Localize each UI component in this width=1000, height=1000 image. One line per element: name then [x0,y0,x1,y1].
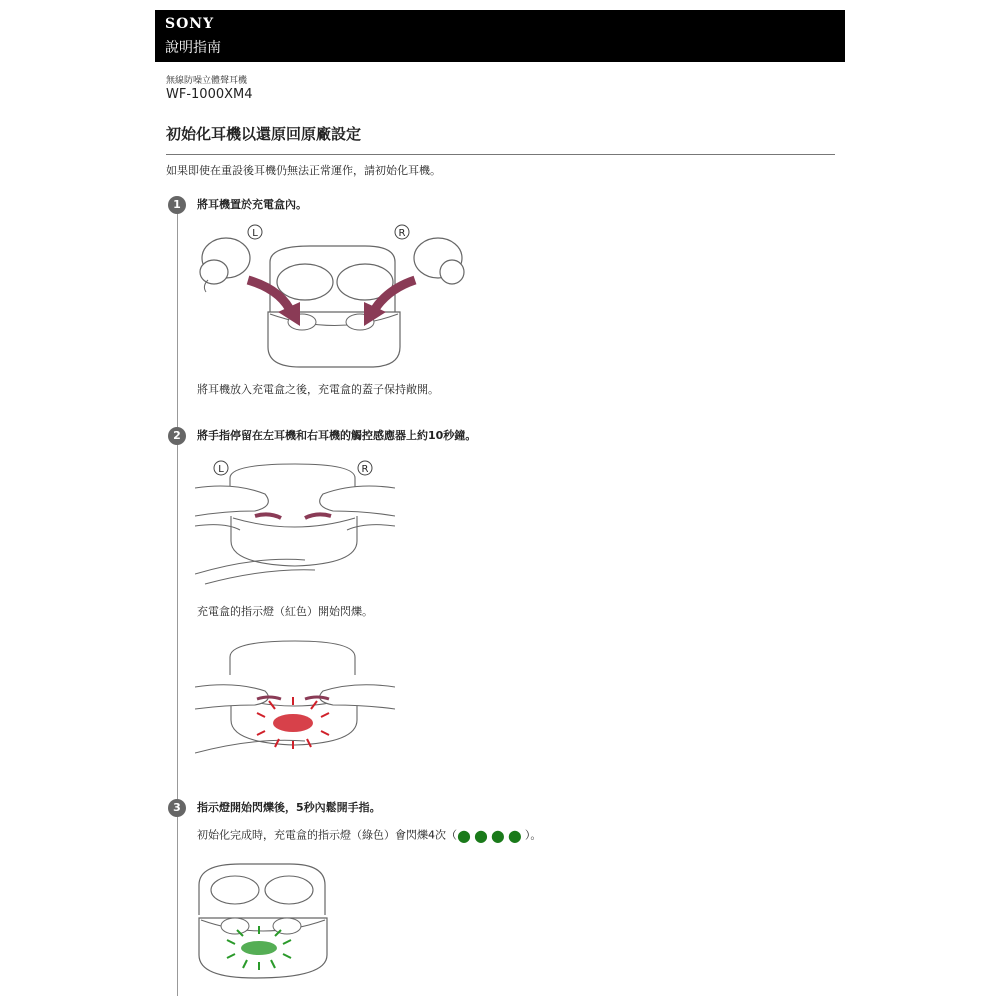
step-3-text: 指示燈開始閃爍後，5秒內鬆開手指。 [197,801,381,814]
step-2-text: 將手指停留在左耳機和右耳機的觸控感應器上約10秒鐘。 [197,429,477,442]
product-category: 無線防噪立體聲耳機 [166,76,248,86]
right-label: R [398,228,406,239]
step-2-number: 2 [168,427,186,445]
step-2-illustration [195,456,395,591]
right-earbud-icon [414,238,464,284]
step-3-note-suffix: ）。 [524,828,542,842]
step-3-note-prefix: 初始化完成時，充電盒的指示燈（綠色）會閃爍4次（ [197,828,457,842]
left-label: L [218,464,224,475]
step-1-illustration [190,222,480,372]
step-1-note: 將耳機放入充電盒之後，充電盒的蓋子保持敞開。 [197,383,439,396]
step-3-illustration [195,860,335,985]
intro-text: 如果即使在重設後耳機仍無法正常運作，請初始化耳機。 [166,164,441,177]
page-title: 初始化耳機以還原回原廠設定 [166,125,362,143]
step-2-note: 充電盒的指示燈（紅色）開始閃爍。 [197,605,373,618]
step-3-note [197,826,541,845]
right-label: R [361,464,369,475]
step-1-number: 1 [168,196,186,214]
step-2-led-illustration [195,635,395,765]
step-1-text: 將耳機置於充電盒內。 [197,198,307,211]
product-model: WF-1000XM4 [166,87,253,102]
guide-title[interactable]: 說明指南 [165,40,221,56]
step-3-number: 3 [168,799,186,817]
green-blink-dots-icon: ●●●● [457,826,525,845]
step-timeline-line [177,206,178,996]
left-earbud-icon [200,238,250,292]
title-divider [166,154,835,155]
header-bar [155,10,845,62]
charging-case-icon [230,464,357,566]
left-label: L [252,228,258,239]
charging-case-icon [199,864,327,978]
sony-logo[interactable]: SONY [165,16,215,32]
